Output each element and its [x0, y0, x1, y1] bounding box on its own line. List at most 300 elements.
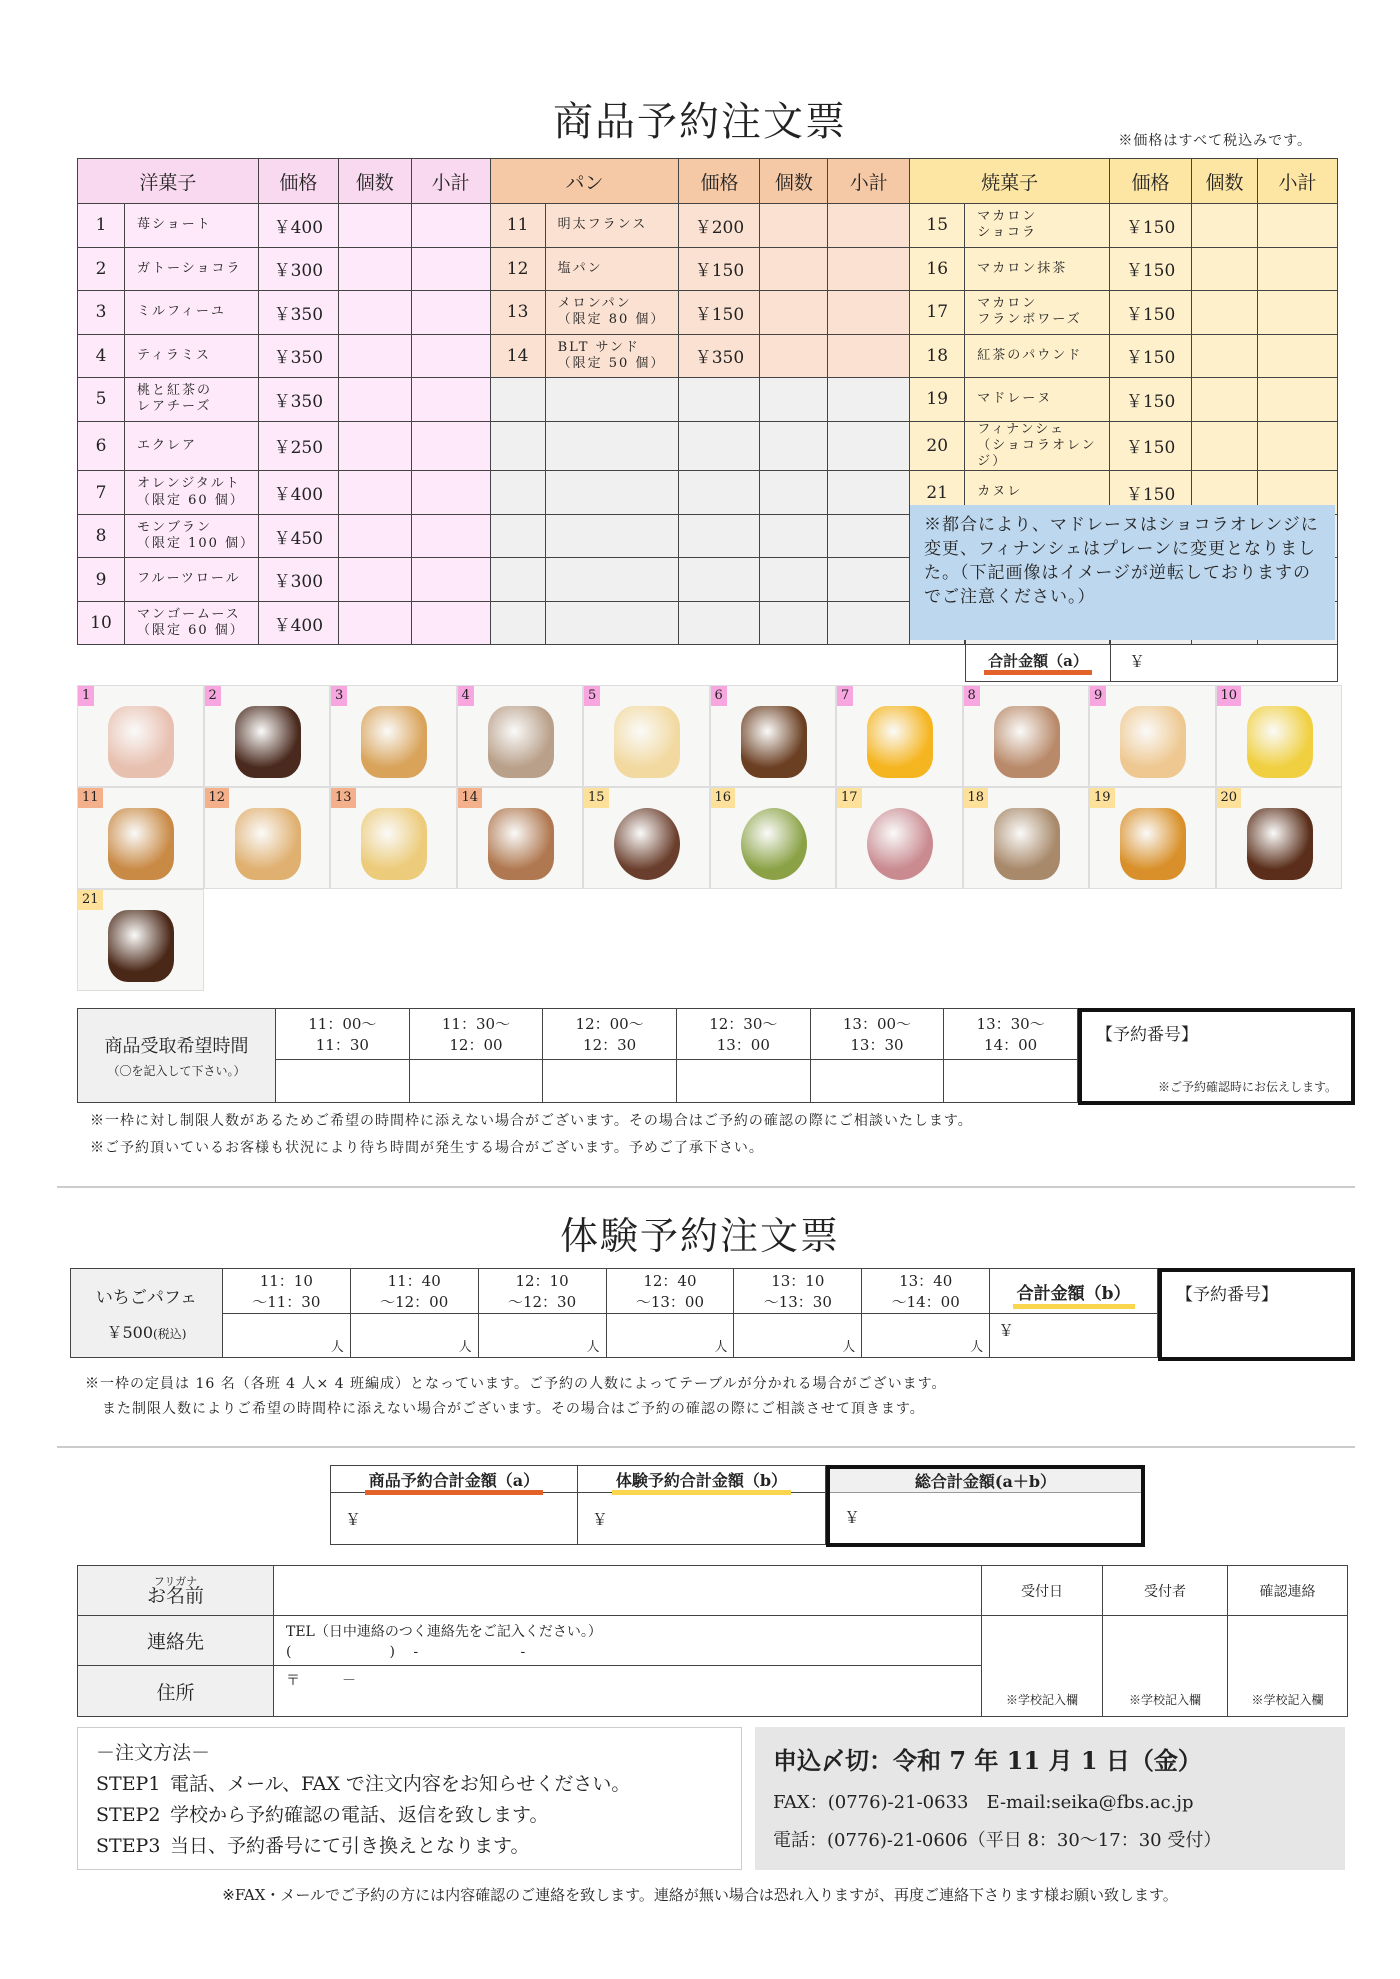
experience-price: ￥500	[106, 1323, 154, 1342]
deadline-box	[755, 1727, 1345, 1870]
address-field[interactable]: 〒 －	[274, 1666, 982, 1717]
slot-end: ～13：30	[763, 1293, 832, 1311]
subtotal-cell[interactable]	[1257, 291, 1337, 335]
slot-start: 13：00～	[842, 1015, 912, 1033]
experience-table	[70, 1268, 1158, 1358]
slot-end: ～13：00	[635, 1293, 705, 1311]
empty-cell	[679, 421, 760, 471]
item-number: 11	[490, 204, 545, 248]
qty-input[interactable]	[338, 378, 411, 422]
pickup-reservation-box	[1078, 1008, 1355, 1105]
experience-reservation-box: 【予約番号】	[1158, 1268, 1355, 1361]
subtotal-cell[interactable]	[411, 247, 490, 291]
empty-cell	[760, 421, 828, 471]
slot-end: 12：30	[583, 1036, 637, 1054]
pickup-slot-header	[944, 1009, 1078, 1060]
slot-start: 13：40	[899, 1272, 953, 1290]
qty-input[interactable]	[1192, 334, 1258, 378]
product-image	[235, 808, 301, 880]
subtotal-header: 小計	[411, 159, 490, 204]
photo-number: 17	[837, 788, 862, 808]
people-count-cell[interactable]: 人	[478, 1314, 606, 1358]
subtotal-cell[interactable]	[411, 601, 490, 645]
item-price: ￥150	[1110, 204, 1192, 248]
experience-slot-header	[222, 1269, 350, 1314]
product-photo	[330, 685, 457, 787]
people-count-cell[interactable]: 人	[350, 1314, 478, 1358]
grand-total-value[interactable]: ￥	[844, 1508, 861, 1527]
slot-start: 12：40	[643, 1272, 697, 1290]
office-note: ※学校記入欄	[982, 1616, 1103, 1717]
empty-cell	[828, 558, 910, 602]
item-name: オレンジタルト （限定 60 個）	[124, 471, 258, 515]
qty-input[interactable]	[338, 558, 411, 602]
item-number: 15	[910, 204, 965, 248]
empty-cell	[679, 471, 760, 515]
item-name: 桃と紅茶の レアチーズ	[124, 378, 258, 422]
item-price: ￥350	[258, 378, 338, 422]
product-image	[614, 808, 680, 880]
subtotal-cell[interactable]	[1257, 421, 1337, 471]
item-name: マカロン ショコラ	[965, 204, 1110, 248]
empty-cell	[545, 558, 679, 602]
slot-start: 12：00～	[575, 1015, 644, 1033]
product-photos	[77, 685, 1342, 991]
qty-header: 個数	[760, 159, 828, 204]
method-title: －注文方法－	[96, 1742, 211, 1764]
product-image	[488, 706, 554, 778]
reservation-label: 【予約番号】	[1096, 1025, 1198, 1045]
product-photo	[836, 685, 963, 787]
pickup-note-2: ※ご予約頂いているお客様も状況により待ち時間が発生する場合がございます。予めご了承下さい。	[90, 1140, 764, 1156]
customer-table	[77, 1565, 1348, 1717]
name-field[interactable]	[274, 1566, 982, 1616]
pickup-note-1: ※一枠に対し制限人数があるためご希望の時間枠に添えない場合がございます。その場合はご予約の確認の際にご相談いたします。	[90, 1113, 973, 1129]
photo-number: 12	[205, 788, 230, 808]
deadline-fax: FAX：(0776)-21-0633 E-mail:seika@fbs.ac.jp	[773, 1792, 1194, 1813]
item-number: 19	[910, 378, 965, 422]
qty-input[interactable]	[338, 421, 411, 471]
pickup-cell[interactable]	[276, 1060, 410, 1103]
item-number: 7	[78, 471, 125, 515]
deadline-tel: 電話：(0776)-21-0606（平日 8：30～17：30 受付）	[773, 1830, 1222, 1851]
item-price: ￥300	[258, 247, 338, 291]
people-count-cell[interactable]: 人	[606, 1314, 734, 1358]
office-note: ※学校記入欄	[1103, 1616, 1228, 1717]
empty-cell	[545, 601, 679, 645]
item-number: 20	[910, 421, 965, 471]
item-number: 13	[490, 291, 545, 335]
item-name: エクレア	[124, 421, 258, 471]
pickup-cell[interactable]	[409, 1060, 543, 1103]
product-image	[108, 808, 174, 880]
qty-header: 個数	[338, 159, 411, 204]
step-label: STEP1	[96, 1773, 161, 1795]
price-header: 価格	[1110, 159, 1192, 204]
empty-cell	[679, 558, 760, 602]
pickup-slot-header	[810, 1009, 944, 1060]
subtotal-cell[interactable]	[411, 378, 490, 422]
qty-input[interactable]	[760, 291, 828, 335]
empty-cell	[828, 601, 910, 645]
item-number: 2	[78, 247, 125, 291]
qty-input[interactable]	[1192, 247, 1258, 291]
photo-number: 1	[78, 686, 94, 706]
product-photo	[710, 787, 837, 889]
photo-number: 16	[711, 788, 736, 808]
product-photo	[330, 787, 457, 889]
people-count-cell[interactable]: 人	[222, 1314, 350, 1358]
item-price: ￥150	[679, 291, 760, 335]
total-a-value[interactable]: ￥	[1111, 640, 1338, 682]
pickup-cell[interactable]	[543, 1060, 677, 1103]
slot-start: 11：40	[387, 1272, 441, 1290]
subtotal-cell[interactable]	[411, 421, 490, 471]
experience-price-note: (税込)	[153, 1327, 187, 1341]
subtotal-cell[interactable]	[1257, 378, 1337, 422]
total-b-value[interactable]: ￥	[990, 1314, 1158, 1358]
qty-input[interactable]	[760, 204, 828, 248]
product-photo	[457, 685, 584, 787]
item-number: 1	[78, 204, 125, 248]
total-b-label: 合計金額（b）	[1013, 1284, 1135, 1309]
item-name: モンブラン （限定 100 個）	[124, 514, 258, 558]
qty-input[interactable]	[338, 334, 411, 378]
subtotal-cell[interactable]	[828, 247, 910, 291]
tel-note: TEL（日中連絡のつく連絡先をご記入ください。）	[286, 1623, 602, 1640]
subtotal-cell[interactable]	[828, 334, 910, 378]
item-number: 5	[78, 378, 125, 422]
slot-start: 12：30～	[709, 1015, 778, 1033]
product-photo	[204, 685, 331, 787]
slot-end: ～12：30	[507, 1293, 577, 1311]
item-price: ￥400	[258, 471, 338, 515]
photo-number: 4	[458, 686, 474, 706]
item-name: BLT サンド （限定 50 個）	[545, 334, 679, 378]
slot-end: 14：00	[984, 1036, 1038, 1054]
qty-header: 個数	[1192, 159, 1258, 204]
experience-item: いちごパフェ	[95, 1288, 198, 1308]
product-photo	[836, 787, 963, 889]
product-photo	[457, 787, 584, 889]
method-step	[96, 1800, 723, 1831]
product-photo	[583, 685, 710, 787]
pickup-label: 商品受取希望時間	[104, 1036, 249, 1057]
empty-cell	[545, 378, 679, 422]
item-number: 10	[78, 601, 125, 645]
item-name: カヌレ	[965, 471, 1110, 515]
empty-cell	[828, 421, 910, 471]
subtotal-cell[interactable]	[411, 514, 490, 558]
item-name: マカロン フランボワーズ	[965, 291, 1110, 335]
item-number: 16	[910, 247, 965, 291]
photo-number: 13	[331, 788, 356, 808]
section-header: 焼菓子	[910, 159, 1110, 204]
total-a-row	[965, 640, 1338, 682]
step-text: 当日、予約番号にて引き換えとなります。	[170, 1835, 530, 1857]
tel-format: ( ) - -	[286, 1643, 526, 1660]
subtotal-cell[interactable]	[411, 334, 490, 378]
subtotal-cell[interactable]	[1257, 247, 1337, 291]
item-name: マンゴームース （限定 60 個）	[124, 601, 258, 645]
grand-total-box	[826, 1465, 1145, 1547]
slot-end: 12：00	[449, 1036, 503, 1054]
photo-number: 2	[205, 686, 221, 706]
experience-note-1: ※一枠の定員は 16 名（各班 4 人× 4 班編成）となっています。ご予約の人数によってテーブルが分かれる場合がございます。	[85, 1376, 947, 1392]
item-name: 塩パン	[545, 247, 679, 291]
slot-end: ～12：00	[380, 1293, 449, 1311]
experience-slot-header	[350, 1269, 478, 1314]
item-price: ￥350	[258, 334, 338, 378]
product-photo	[1216, 685, 1343, 787]
price-header: 価格	[258, 159, 338, 204]
subtotal-cell[interactable]	[411, 471, 490, 515]
item-price: ￥200	[679, 204, 760, 248]
experience-title: 体験予約注文票	[559, 1214, 840, 1258]
step-text: 学校から予約確認の電話、返信を致します。	[170, 1804, 549, 1826]
step-text: 電話、メール、FAX で注文内容をお知らせください。	[170, 1773, 631, 1795]
pickup-slot-header	[276, 1009, 410, 1060]
item-price: ￥400	[258, 204, 338, 248]
product-photo	[77, 787, 204, 889]
product-photo	[1089, 787, 1216, 889]
item-price: ￥450	[258, 514, 338, 558]
experience-slot-header	[478, 1269, 606, 1314]
address-label: 住所	[78, 1666, 274, 1717]
pickup-slot-header	[409, 1009, 543, 1060]
product-image	[361, 808, 427, 880]
empty-cell	[545, 514, 679, 558]
section-header: 洋菓子	[78, 159, 259, 204]
slot-start: 11：30～	[441, 1015, 511, 1033]
product-image	[1247, 808, 1313, 880]
name-label: お名前	[146, 1584, 204, 1607]
empty-cell	[828, 378, 910, 422]
empty-cell	[490, 514, 545, 558]
product-image	[1247, 706, 1313, 778]
grand-total-label: 総合計金額(a＋b）	[830, 1469, 1141, 1493]
empty-cell	[760, 378, 828, 422]
empty-cell	[490, 601, 545, 645]
qty-input[interactable]	[338, 471, 411, 515]
product-photo	[710, 685, 837, 787]
photo-number: 15	[584, 788, 609, 808]
item-price: ￥350	[679, 334, 760, 378]
slot-start: 11：00～	[308, 1015, 377, 1033]
slot-start: 13：30～	[976, 1015, 1045, 1033]
product-image	[867, 706, 933, 778]
subtotal-cell[interactable]	[1257, 204, 1337, 248]
totals-a-label: 商品予約合計金額（a）	[365, 1471, 543, 1495]
grand-totals-table	[330, 1465, 826, 1545]
product-photo	[77, 889, 204, 991]
empty-cell	[679, 601, 760, 645]
product-image	[488, 808, 554, 880]
qty-input[interactable]	[338, 291, 411, 335]
photo-number: 8	[964, 686, 980, 706]
item-name: メロンパン （限定 80 個）	[545, 291, 679, 335]
item-price: ￥150	[1110, 334, 1192, 378]
pickup-slot-header	[543, 1009, 677, 1060]
item-name: 明太フランス	[545, 204, 679, 248]
item-price: ￥150	[679, 247, 760, 291]
empty-cell	[828, 471, 910, 515]
empty-cell	[828, 514, 910, 558]
empty-cell	[490, 558, 545, 602]
item-number: 21	[910, 471, 965, 515]
office-confirmation: 確認連絡	[1228, 1566, 1348, 1616]
empty-cell	[679, 378, 760, 422]
item-name: マドレーヌ	[965, 378, 1110, 422]
item-name: 苺ショート	[124, 204, 258, 248]
subtotal-cell[interactable]	[828, 291, 910, 335]
slot-end: ～11：30	[252, 1293, 321, 1311]
item-name: フィナンシェ （ショコラオレンジ）	[965, 421, 1110, 471]
item-name: ミルフィーユ	[124, 291, 258, 335]
item-name: フルーツロール	[124, 558, 258, 602]
photo-number: 11	[78, 788, 103, 808]
step-label: STEP2	[96, 1804, 161, 1826]
divider	[57, 1446, 1355, 1448]
pickup-cell[interactable]	[810, 1060, 944, 1103]
item-price: ￥350	[258, 291, 338, 335]
subtotal-cell[interactable]	[1257, 334, 1337, 378]
item-number: 17	[910, 291, 965, 335]
product-image	[614, 706, 680, 778]
footer-note: ※FAX・メールでご予約の方には内容確認のご連絡を致します。連絡が無い場合は恐れ入りますが、再度ご連絡下さります様お願い致します。	[222, 1886, 1178, 1904]
experience-slot-header	[862, 1269, 990, 1314]
empty-cell	[490, 421, 545, 471]
slot-start: 12：10	[515, 1272, 569, 1290]
qty-input[interactable]	[338, 247, 411, 291]
empty-cell	[490, 471, 545, 515]
photo-number: 6	[711, 686, 727, 706]
qty-input[interactable]	[338, 601, 411, 645]
product-image	[1120, 706, 1186, 778]
people-count-cell[interactable]: 人	[734, 1314, 862, 1358]
item-number: 4	[78, 334, 125, 378]
qty-input[interactable]	[1192, 204, 1258, 248]
item-number: 18	[910, 334, 965, 378]
product-image	[741, 706, 807, 778]
order-method-box	[77, 1727, 742, 1870]
slot-end: ～14：00	[891, 1293, 960, 1311]
photo-number: 20	[1217, 788, 1242, 808]
divider	[57, 1186, 1355, 1188]
item-name: ガトーショコラ	[124, 247, 258, 291]
pickup-sub: （〇を記入して下さい。）	[107, 1064, 246, 1078]
photo-number: 14	[458, 788, 483, 808]
item-price: ￥150	[1110, 471, 1192, 515]
photo-number: 5	[584, 686, 600, 706]
tax-note: ※価格はすべて税込みです。	[1118, 133, 1312, 149]
item-number: 6	[78, 421, 125, 471]
empty-cell	[490, 378, 545, 422]
qty-input[interactable]	[760, 334, 828, 378]
item-price: ￥250	[258, 421, 338, 471]
subtotal-cell[interactable]	[828, 204, 910, 248]
empty-cell	[545, 421, 679, 471]
empty-cell	[545, 471, 679, 515]
empty-cell	[760, 514, 828, 558]
order-title: 商品予約注文票	[553, 99, 847, 145]
item-number: 12	[490, 247, 545, 291]
contact-field[interactable]	[274, 1616, 982, 1666]
photo-number: 9	[1090, 686, 1106, 706]
product-image	[867, 808, 933, 880]
item-number: 3	[78, 291, 125, 335]
pickup-cell[interactable]	[676, 1060, 810, 1103]
totals-a-value[interactable]: ￥	[331, 1493, 578, 1545]
experience-slot-header	[606, 1269, 734, 1314]
qty-input[interactable]	[1192, 291, 1258, 335]
qty-input[interactable]	[338, 204, 411, 248]
deadline-title: 申込〆切：令和 7 年 11 月 1 日（金）	[773, 1746, 1202, 1775]
product-photo	[204, 787, 331, 889]
office-note: ※学校記入欄	[1228, 1616, 1348, 1717]
photo-number: 21	[78, 890, 103, 910]
qty-input[interactable]	[760, 247, 828, 291]
pickup-cell[interactable]	[944, 1060, 1078, 1103]
item-name: マカロン抹茶	[965, 247, 1110, 291]
price-header: 価格	[679, 159, 760, 204]
item-number: 8	[78, 514, 125, 558]
slot-start: 13：10	[771, 1272, 825, 1290]
pickup-time-table	[77, 1008, 1078, 1103]
empty-cell	[760, 558, 828, 602]
qty-input[interactable]	[338, 514, 411, 558]
photo-number: 7	[837, 686, 853, 706]
pickup-slot-header	[676, 1009, 810, 1060]
product-image	[108, 706, 174, 778]
item-number: 9	[78, 558, 125, 602]
totals-b-value[interactable]: ￥	[577, 1493, 825, 1545]
totals-b-label: 体験予約合計金額（b）	[612, 1471, 791, 1495]
product-image	[361, 706, 427, 778]
product-photo	[77, 685, 204, 787]
subtotal-cell[interactable]	[411, 204, 490, 248]
qty-input[interactable]	[1192, 421, 1258, 471]
qty-input[interactable]	[1192, 378, 1258, 422]
photo-number: 18	[964, 788, 989, 808]
item-price: ￥150	[1110, 421, 1192, 471]
product-image	[741, 808, 807, 880]
empty-cell	[679, 514, 760, 558]
subtotal-cell[interactable]	[411, 291, 490, 335]
subtotal-header: 小計	[828, 159, 910, 204]
slot-start: 11：10	[259, 1272, 313, 1290]
product-image	[1120, 808, 1186, 880]
item-price: ￥150	[1110, 291, 1192, 335]
people-count-cell[interactable]: 人	[862, 1314, 990, 1358]
experience-note-2: また制限人数によりご希望の時間枠に添えない場合がございます。その場合はご予約の確認の際にご相談させて頂きます。	[102, 1401, 925, 1417]
product-image	[994, 706, 1060, 778]
photo-number: 10	[1217, 686, 1242, 706]
product-photo	[1216, 787, 1343, 889]
item-price: ￥400	[258, 601, 338, 645]
experience-slot-header	[734, 1269, 862, 1314]
item-price: ￥150	[1110, 378, 1192, 422]
method-step	[96, 1769, 723, 1800]
photo-number: 3	[331, 686, 347, 706]
office-received-date: 受付日	[982, 1566, 1103, 1616]
photo-number: 19	[1090, 788, 1115, 808]
subtotal-cell[interactable]	[411, 558, 490, 602]
product-image	[108, 910, 174, 982]
product-image	[994, 808, 1060, 880]
subtotal-header: 小計	[1257, 159, 1337, 204]
product-image	[235, 706, 301, 778]
